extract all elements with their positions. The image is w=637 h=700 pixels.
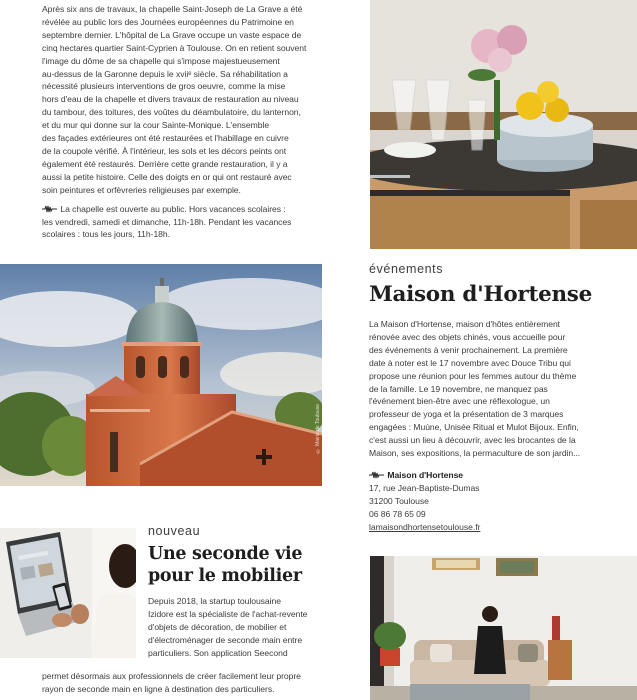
info-line [42,203,327,216]
signature-mark-icon [42,205,58,213]
article-line: également été restaurés. Derrière cette grande restauration, il y a [42,158,288,169]
website-link[interactable]: lamaisondhortensetoulouse.fr [369,521,481,532]
article-line: aussi la petite histoire. Celle des doigts en or qui ont restauré avec [42,171,292,182]
phone-number: 06 86 78 65 09 [369,508,426,519]
info-line: scolaires : tous les jours, 11h-18h. [42,229,170,240]
article-line: engagées : Muùne, Unisée Ritual et Mulot Bijoux. Enfin, [369,422,579,433]
mobilier-body-wide [42,670,332,696]
chapel-article [42,3,327,241]
laptop-photo [0,528,136,658]
article-line: révélée au public lors des Journées européennes du Patrimoine en [42,16,294,27]
article-line: rayon de seconde main en ligne à destination des particuliers. [42,683,275,694]
hortense-article [369,262,637,534]
laptop-illustration [0,528,136,658]
article-line: l'image du dôme de sa chapelle qui s'impose majestueusement [42,55,280,66]
address-city: 31200 Toulouse [369,495,429,506]
chapel-photo [0,264,322,486]
article-line: d'objets de décoration, de mobilier et [148,621,287,632]
mobilier-article [148,524,348,660]
living-room-photo [370,556,637,700]
hortense-contact [369,469,637,534]
article-line: et du mur qui donne sur la cour Sainte-Monique. L'ensemble [42,120,270,131]
table-illustration [370,0,637,249]
hortense-title: Maison d'Hortense [369,282,592,307]
article-line: Après six ans de travaux, la chapelle Saint-Joseph de La Grave a été [42,4,303,14]
article-line: Maison, ses expositions, la permaculture de son jardin... [369,448,581,459]
article-line: Izidore est la spécialiste de l'achat-revente [148,608,308,619]
article-line: des façades extérieures ont été restaurées et l'habillage en cuivre [42,133,289,144]
article-line: au-dessus de la Garonne depuis le xviiᵉ siècle. Sa réhabilitation a [42,68,288,79]
article-line: l'événement bien-être avec une réflexologue, un [369,396,550,407]
info-line: les vendredi, samedi et dimanche, 11h-18h. Pendant les vacances [42,216,292,227]
article-line: d'électroménager de seconde main entre [148,634,303,645]
article-line: professeur de yoga et la présentation de 3 marques [369,409,564,420]
hortense-body [369,318,637,460]
article-line: La Maison d'Hortense, maison d'hôtes entièrement [369,319,561,329]
contact-name-line [369,469,637,482]
chapel-article-body [42,3,327,197]
article-line: des événements à venir prochainement. La première [369,344,568,355]
address-line: 17, rue Jean-Baptiste-Dumas [369,482,480,493]
photo-credit: © Mairie de Toulouse [315,404,321,454]
article-line: Depuis 2018, la startup toulousaine [148,596,281,606]
signature-mark-icon [369,471,385,479]
article-line: soin peintures et orfèvreries religieuses par exemple. [42,184,241,195]
mobilier-title-line2: pour le mobilier [148,565,302,586]
article-line: cinq hectares quartier Saint-Cyprien à Toulouse. On en retient souvent [42,42,307,53]
article-line: permet désormais aux professionnels de créer facilement leur propre [42,671,301,681]
info-text: La chapelle est ouverte au public. Hors vacances scolaires : [60,203,286,214]
mobilier-title [148,544,348,587]
living-room-illustration [370,556,637,700]
article-line: particuliers. Son application Seecond [148,647,288,658]
mobilier-body-narrow [148,595,348,660]
mobilier-kicker: nouveau [148,524,201,538]
chapel-illustration [0,264,322,486]
article-line: septembre dernier. L'hôpital de La Grave occupe un vaste espace de [42,29,302,40]
article-line: du tambour, des toitures, des voûtes du déambulatoire, du lanternon, [42,107,301,118]
hortense-kicker: événements [369,262,444,276]
article-line: hors d'eau de la chapelle et divers travaux de restauration au niveau [42,94,299,105]
article-line: de la famille. Le 19 novembre, ne manquez pas [369,383,548,394]
table-photo [370,0,637,249]
article-line: date à noter est le 17 novembre avec Douce Tribu qui [369,357,571,368]
article-line: nécessité plusieurs interventions de gros oeuvre, comme la mise [42,81,286,92]
article-line: propose une réunion pour les femmes autour du thème [369,370,577,381]
chapel-visit-info [42,203,327,242]
contact-name: Maison d'Hortense [387,469,464,480]
article-line: de la coupole vérifié. À l'intérieur, les sols et les décors peints ont [42,145,287,156]
article-line: rénovée avec des objets chinés, vous accueille pour [369,331,566,342]
article-line: c'est aussi un lieu à découvrir, avec les brocantes de la [369,435,576,446]
mobilier-title-line1: Une seconde vie [148,544,303,564]
